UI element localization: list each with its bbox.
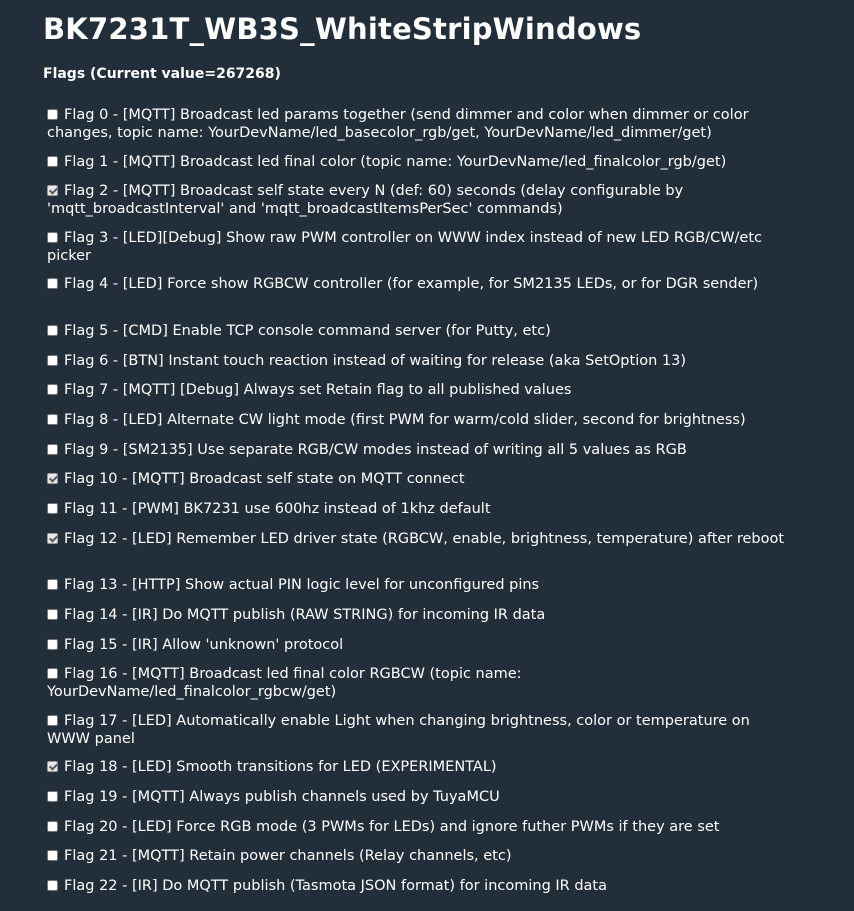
flag-label: Flag 7 - [MQTT] [Debug] Always set Retain flag to all published values <box>64 382 572 398</box>
flag-checkbox[interactable] <box>47 761 58 772</box>
flag-item-3[interactable] <box>47 229 787 265</box>
flag-label: Flag 14 - [IR] Do MQTT publish (RAW STRING) for incoming IR data <box>64 607 546 623</box>
flag-label: Flag 6 - [BTN] Instant touch reaction instead of waiting for release (aka SetOption 13) <box>64 353 686 369</box>
flag-checkbox[interactable] <box>47 609 58 620</box>
flag-item-7[interactable] <box>47 381 787 399</box>
flag-label: Flag 12 - [LED] Remember LED driver state (RGBCW, enable, brightness, temperature) after reboot <box>64 531 785 547</box>
flag-label: Flag 3 - [LED][Debug] Show raw PWM controller on WWW index instead of new LED RGB/CW/etc picker <box>47 230 762 264</box>
flag-checkbox[interactable] <box>47 473 58 484</box>
flag-label: Flag 19 - [MQTT] Always publish channels used by TuyaMCU <box>64 789 500 805</box>
flag-label: Flag 20 - [LED] Force RGB mode (3 PWMs for LEDs) and ignore futher PWMs if they are set <box>64 819 720 835</box>
flag-item-15[interactable] <box>47 636 787 654</box>
flag-label: Flag 13 - [HTTP] Show actual PIN logic level for unconfigured pins <box>64 577 540 593</box>
flag-label: Flag 22 - [IR] Do MQTT publish (Tasmota JSON format) for incoming IR data <box>64 878 607 894</box>
flag-checkbox[interactable] <box>47 325 58 336</box>
flag-checkbox[interactable] <box>47 791 58 802</box>
flag-item-11[interactable] <box>47 500 787 518</box>
flag-item-4[interactable] <box>47 275 787 293</box>
flag-label: Flag 2 - [MQTT] Broadcast self state every N (def: 60) seconds (delay configurable by 'mqtt_broadcastInterval' and 'mqtt_broadcastItemsPerSec' commands) <box>47 183 684 217</box>
page-title: BK7231T_WB3S_WhiteStripWindows <box>43 12 642 46</box>
flag-item-17[interactable] <box>47 712 787 748</box>
flag-label: Flag 18 - [LED] Smooth transitions for LED (EXPERIMENTAL) <box>64 759 497 775</box>
flag-item-19[interactable] <box>47 788 787 806</box>
flag-label: Flag 15 - [IR] Allow 'unknown' protocol <box>64 637 344 653</box>
flag-checkbox[interactable] <box>47 850 58 861</box>
flag-checkbox[interactable] <box>47 715 58 726</box>
flag-item-12[interactable] <box>47 530 787 548</box>
flag-item-1[interactable] <box>47 153 787 171</box>
flag-item-10[interactable] <box>47 470 787 488</box>
flag-item-16[interactable] <box>47 665 787 701</box>
flag-checkbox[interactable] <box>47 185 58 196</box>
flag-checkbox[interactable] <box>47 579 58 590</box>
flag-item-21[interactable] <box>47 847 787 865</box>
flag-checkbox[interactable] <box>47 880 58 891</box>
flag-checkbox[interactable] <box>47 232 58 243</box>
flag-checkbox[interactable] <box>47 444 58 455</box>
flag-item-6[interactable] <box>47 352 787 370</box>
flag-item-18[interactable] <box>47 758 787 776</box>
flag-label: Flag 11 - [PWM] BK7231 use 600hz instead of 1khz default <box>64 501 491 517</box>
flag-label: Flag 4 - [LED] Force show RGBCW controller (for example, for SM2135 LEDs, or for DGR sender) <box>64 276 759 292</box>
flag-item-8[interactable] <box>47 411 787 429</box>
flag-checkbox[interactable] <box>47 355 58 366</box>
flags-heading: Flags (Current value=267268) <box>43 66 281 82</box>
flag-checkbox[interactable] <box>47 668 58 679</box>
flag-checkbox[interactable] <box>47 503 58 514</box>
flag-label: Flag 9 - [SM2135] Use separate RGB/CW modes instead of writing all 5 values as RGB <box>64 442 687 458</box>
flag-item-14[interactable] <box>47 606 787 624</box>
flag-label: Flag 21 - [MQTT] Retain power channels (Relay channels, etc) <box>64 848 512 864</box>
flag-label: Flag 0 - [MQTT] Broadcast led params together (send dimmer and color when dimmer or color changes, topic name: YourDevName/led_basecolor_rgb/get, YourDevName/led_dimmer/get) <box>47 107 749 141</box>
flag-checkbox[interactable] <box>47 156 58 167</box>
flag-label: Flag 17 - [LED] Automatically enable Light when changing brightness, color or temperature on WWW panel <box>47 713 750 747</box>
flag-label: Flag 8 - [LED] Alternate CW light mode (first PWM for warm/cold slider, second for brightness) <box>64 412 746 428</box>
flag-item-5[interactable] <box>47 322 787 340</box>
flag-item-13[interactable] <box>47 576 787 594</box>
flag-item-0[interactable] <box>47 106 787 142</box>
flag-checkbox[interactable] <box>47 384 58 395</box>
flag-checkbox[interactable] <box>47 639 58 650</box>
flag-checkbox[interactable] <box>47 821 58 832</box>
flag-checkbox[interactable] <box>47 109 58 120</box>
flag-item-9[interactable] <box>47 441 787 459</box>
flag-checkbox[interactable] <box>47 278 58 289</box>
flag-checkbox[interactable] <box>47 533 58 544</box>
flag-item-2[interactable] <box>47 182 787 218</box>
flag-item-22[interactable] <box>47 877 787 895</box>
flag-label: Flag 5 - [CMD] Enable TCP console command server (for Putty, etc) <box>64 323 551 339</box>
flag-item-20[interactable] <box>47 818 787 836</box>
flag-label: Flag 1 - [MQTT] Broadcast led final color (topic name: YourDevName/led_finalcolor_rgb/get) <box>64 154 727 170</box>
flag-label: Flag 16 - [MQTT] Broadcast led final color RGBCW (topic name: YourDevName/led_finalcolor_rgbcw/get) <box>47 666 522 700</box>
flag-label: Flag 10 - [MQTT] Broadcast self state on MQTT connect <box>64 471 465 487</box>
flag-checkbox[interactable] <box>47 414 58 425</box>
